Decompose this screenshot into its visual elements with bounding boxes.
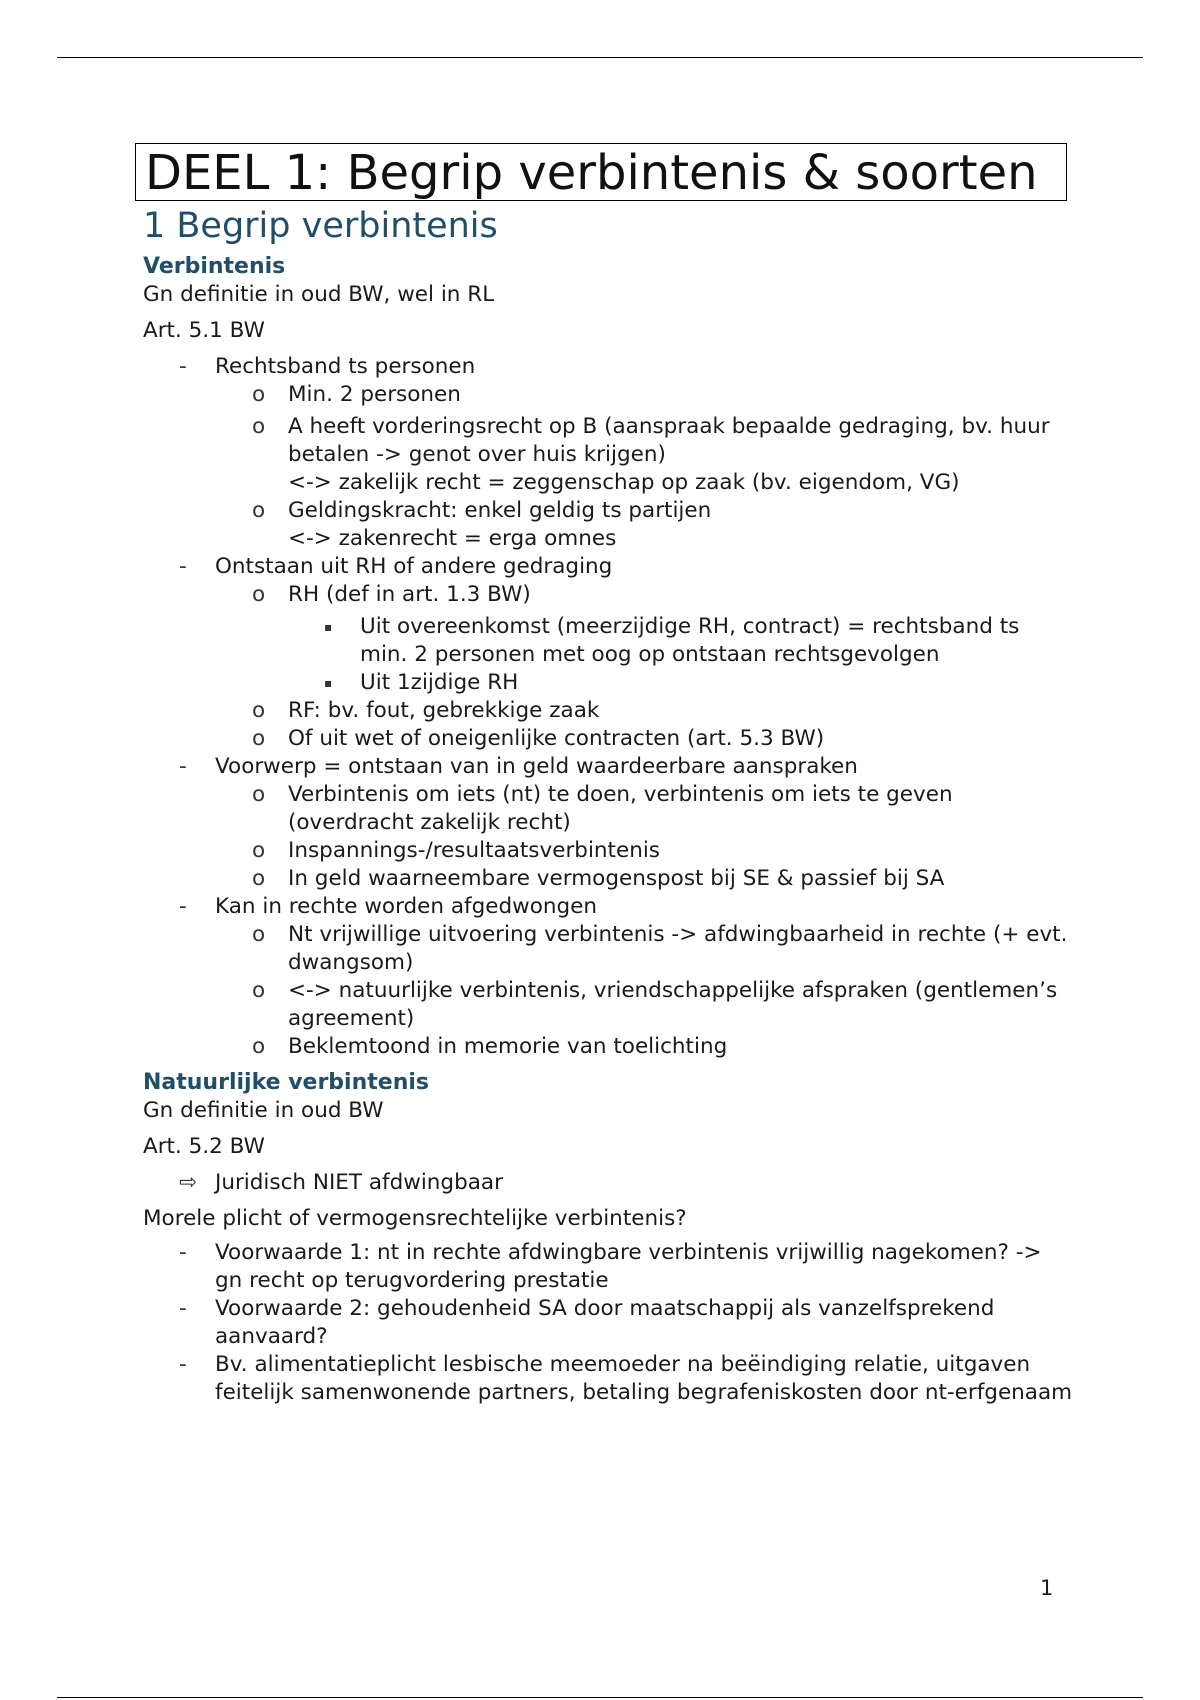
circle-marker: o xyxy=(252,866,266,891)
bullet-list xyxy=(143,1239,1073,1407)
list-item: ▪ Uit overeenkomst (meerzijdige RH, contract) = rechtsband ts min. 2 personen met oog op ontstaan rechtsgevolgen xyxy=(324,614,1020,667)
list-item: o Geldingskracht: enkel geldig ts partijen <-> zakenrecht = erga omnes xyxy=(252,498,712,551)
dash-marker: - xyxy=(179,1240,187,1265)
dash-marker: - xyxy=(179,754,187,779)
part-title: DEEL 1: Begrip verbintenis & soorten xyxy=(135,143,1067,201)
circle-marker: o xyxy=(252,978,266,1003)
list-item: o In geld waarneembare vermogenspost bij SE & passief bij SA xyxy=(252,866,945,891)
list-item: o Inspannings-/resultaatsverbintenis xyxy=(252,838,660,863)
circle-marker: o xyxy=(252,782,266,807)
list-item: o Beklemtoond in memorie van toelichting xyxy=(252,1034,728,1059)
list-item: o RH (def in art. 1.3 BW) xyxy=(252,582,531,607)
header-rule xyxy=(57,57,1143,58)
list-item: o Of uit wet of oneigenlijke contracten (art. 5.3 BW) xyxy=(252,726,825,751)
list-item: - Rechtsband ts personen xyxy=(179,354,476,379)
list-item: ⇨ Juridisch NIET afdwingbaar xyxy=(179,1170,503,1195)
dash-marker: - xyxy=(179,554,187,579)
paragraph: Gn definitie in oud BW, wel in RL xyxy=(143,282,495,307)
article-reference: Art. 5.1 BW xyxy=(143,318,265,343)
article-reference: Art. 5.2 BW xyxy=(143,1134,265,1159)
list-item: - Voorwaarde 1: nt in rechte afdwingbare verbintenis vrijwillig nagekomen? -> gn recht op terugvordering prestatie xyxy=(179,1240,1042,1293)
list-item: o Nt vrijwillige uitvoering verbintenis -> afdwingbaarheid in rechte (+ evt. dwangsom) xyxy=(252,922,1068,975)
section-heading: 1 Begrip verbintenis xyxy=(143,206,498,246)
arrow-icon: ⇨ xyxy=(179,1170,198,1195)
circle-marker: o xyxy=(252,922,266,947)
circle-marker: o xyxy=(252,582,266,607)
list-item: - Voorwaarde 2: gehoudenheid SA door maatschappij als vanzelfsprekend aanvaard? xyxy=(179,1296,995,1349)
dash-marker: - xyxy=(179,354,187,379)
list-item: - Kan in rechte worden afgedwongen xyxy=(179,894,597,919)
list-item: o RF: bv. fout, gebrekkige zaak xyxy=(252,698,600,723)
arrow-list xyxy=(143,1169,1073,1197)
list-item: - Voorwerp = ontstaan van in geld waardeerbare aanspraken xyxy=(179,754,858,779)
dash-marker: - xyxy=(179,1296,187,1321)
list-item: o A heeft vorderingsrecht op B (aanspraak bepaalde gedraging, bv. huur betalen -> genot over huis krijgen) <-> zakelijk recht = zeggenschap op zaak (bv. eigendom, VG) xyxy=(252,414,1050,495)
dash-marker: - xyxy=(179,894,187,919)
list-item: o <-> natuurlijke verbintenis, vriendschappelijke afspraken (gentlemen’s agreement) xyxy=(252,978,1058,1031)
square-bullet-icon: ▪ xyxy=(324,620,333,634)
circle-marker: o xyxy=(252,838,266,863)
paragraph: Morele plicht of vermogensrechtelijke verbintenis? xyxy=(143,1206,687,1231)
circle-marker: o xyxy=(252,698,266,723)
circle-marker: o xyxy=(252,414,266,439)
dash-marker: - xyxy=(179,1352,187,1377)
list-item: - Ontstaan uit RH of andere gedraging xyxy=(179,554,613,579)
circle-marker: o xyxy=(252,1034,266,1059)
subheading-verbintenis: Verbintenis xyxy=(143,254,286,279)
circle-marker: o xyxy=(252,498,266,523)
subheading-natuurlijke-verbintenis: Natuurlijke verbintenis xyxy=(143,1070,429,1095)
circle-marker: o xyxy=(252,726,266,751)
list-item: - Bv. alimentatieplicht lesbische meemoeder na beëindiging relatie, uitgaven feitelijk samenwonende partners, betaling begrafeniskosten door nt-erfgenaam xyxy=(179,1352,1073,1405)
square-bullet-icon: ▪ xyxy=(324,676,333,690)
document-body xyxy=(143,143,1073,1407)
bullet-list xyxy=(143,353,1073,1061)
paragraph: Gn definitie in oud BW xyxy=(143,1098,384,1123)
list-item: o Min. 2 personen xyxy=(252,382,461,407)
circle-marker: o xyxy=(252,382,266,407)
list-item: ▪ Uit 1zijdige RH xyxy=(324,670,519,695)
page-number: 1 xyxy=(1040,1576,1054,1600)
footer-rule xyxy=(57,1697,1143,1698)
list-item: o Verbintenis om iets (nt) te doen, verbintenis om iets te geven (overdracht zakelijk recht) xyxy=(252,782,953,835)
